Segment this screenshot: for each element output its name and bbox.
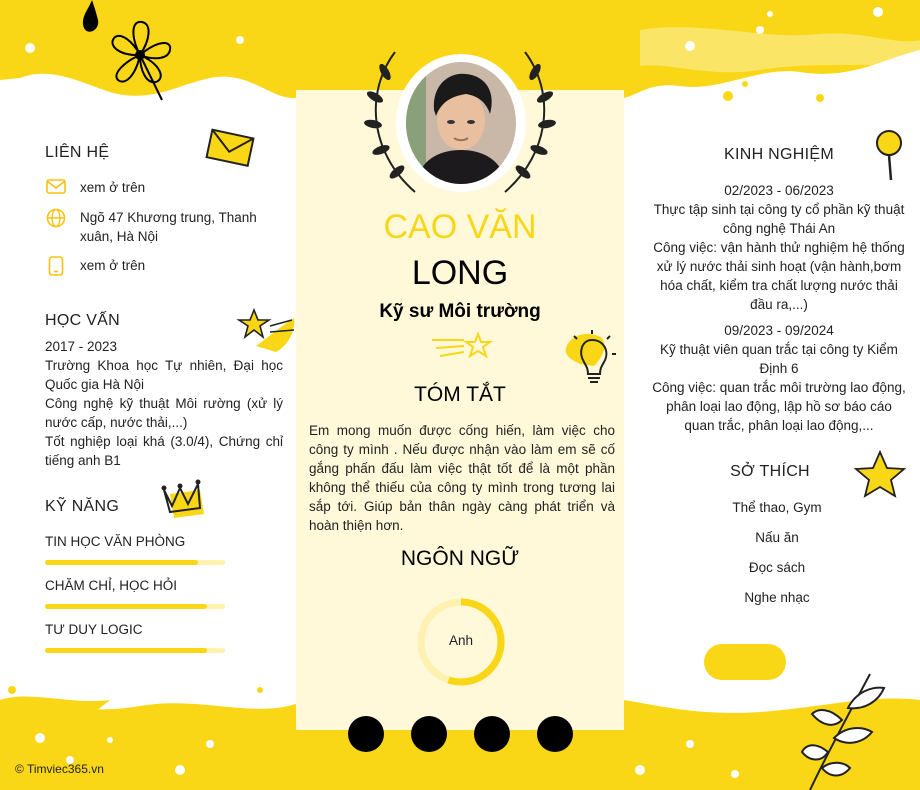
skill-bar [45, 560, 225, 565]
copyright-text: © Timviec365.vn [15, 762, 104, 776]
hobby-item: Nghe nhạc [744, 590, 810, 605]
crown-icon [160, 476, 210, 520]
education-result: Tốt nghiệp loại khá (3.0/4), Chứng chỉ tiếng anh B1 [45, 434, 283, 468]
summary-title: TÓM TẮT [414, 383, 506, 406]
hobbies-title: SỞ THÍCH [730, 463, 810, 480]
dot-3 [474, 716, 510, 752]
experience-desc: Công việc: quan trắc môi trường lao động, phân loại lao động, lập hồ sơ báo cáo quan trắc, phân loại lao động,... [652, 380, 906, 433]
skill-bar [45, 604, 225, 609]
name-first: CAO VĂN [383, 208, 537, 246]
dot-1 [348, 716, 384, 752]
skill-bar-fill [45, 560, 198, 565]
dot-4 [537, 716, 573, 752]
experience-period: 02/2023 - 06/2023 [724, 183, 834, 198]
skill-label: TƯ DUY LOGIC [45, 622, 143, 637]
decorative-pill [704, 644, 786, 680]
contact-email: xem ở trên [80, 180, 146, 195]
dot-2 [411, 716, 447, 752]
job-title: Kỹ sư Môi trường [379, 301, 541, 322]
hobby-item: Đọc sách [748, 560, 806, 575]
experience-role: Kỹ thuật viên quan trắc tại công ty Kiểm Định 6 [660, 342, 898, 376]
skill-label: CHĂM CHỈ, HỌC HỎI [45, 578, 178, 593]
contact-phone: xem ở trên [80, 258, 146, 273]
contact-address: Ngõ 47 Khương trung, Thanh xuân, Hà Nội [80, 210, 257, 244]
star-doodle-icon [430, 330, 494, 362]
envelope-doodle-icon [205, 128, 257, 168]
education-school: Trường Khoa học Tự nhiên, Đại học Quốc gia Hà Nội [45, 358, 283, 392]
skill-bar-fill [45, 604, 207, 609]
phone-icon [48, 256, 64, 276]
name-last: LONG [411, 254, 509, 292]
skill-label: TIN HỌC VĂN PHÒNG [45, 534, 186, 549]
experience-desc: Công việc: vận hành thử nghiệm hệ thống xử lý nước thải sinh hoạt (vận hành,bơm hóa chất, kiểm tra chất lượng nước thải đầu ra,...) [653, 240, 905, 312]
skills-title: KỸ NĂNG [45, 498, 120, 515]
skill-bar-fill [45, 648, 207, 653]
contact-title: LIÊN HỆ [45, 144, 110, 161]
hobby-item: Thể thao, Gym [732, 500, 822, 515]
leaf-branch-icon [800, 668, 900, 790]
hobby-item: Nấu ăn [755, 530, 799, 545]
education-major: Công nghệ kỹ thuật Môi rường (xử lý nước cấp, nước thải,...) [45, 396, 283, 430]
languages-title: NGÔN NGỮ [400, 547, 520, 570]
education-years: 2017 - 2023 [45, 339, 118, 354]
skill-bar [45, 648, 225, 653]
mail-icon [46, 178, 66, 196]
globe-icon [46, 208, 66, 228]
education-title: HỌC VẤN [45, 312, 120, 329]
flower-doodle-icon [70, 0, 190, 105]
lightbulb-icon [560, 326, 620, 388]
experience-title: KINH NGHIỆM [724, 146, 834, 163]
experience-role: Thực tập sinh tại công ty cổ phần kỹ thuật công nghệ Thái An [653, 202, 905, 236]
summary-text: Em mong muốn được cống hiến, làm việc cho công ty mình . Nếu được nhận vào làm em sẽ cố gắng phấn đấu làm việc thật tốt để là một phần không thể thiếu của công ty mình trong tương lai sắp tới. Giúp bản thân ngày càng phát triển và hoàn thiện hơn. [309, 423, 615, 533]
language-label: Anh [448, 633, 474, 648]
experience-period: 09/2023 - 09/2024 [724, 323, 834, 338]
portrait-photo [406, 62, 516, 184]
